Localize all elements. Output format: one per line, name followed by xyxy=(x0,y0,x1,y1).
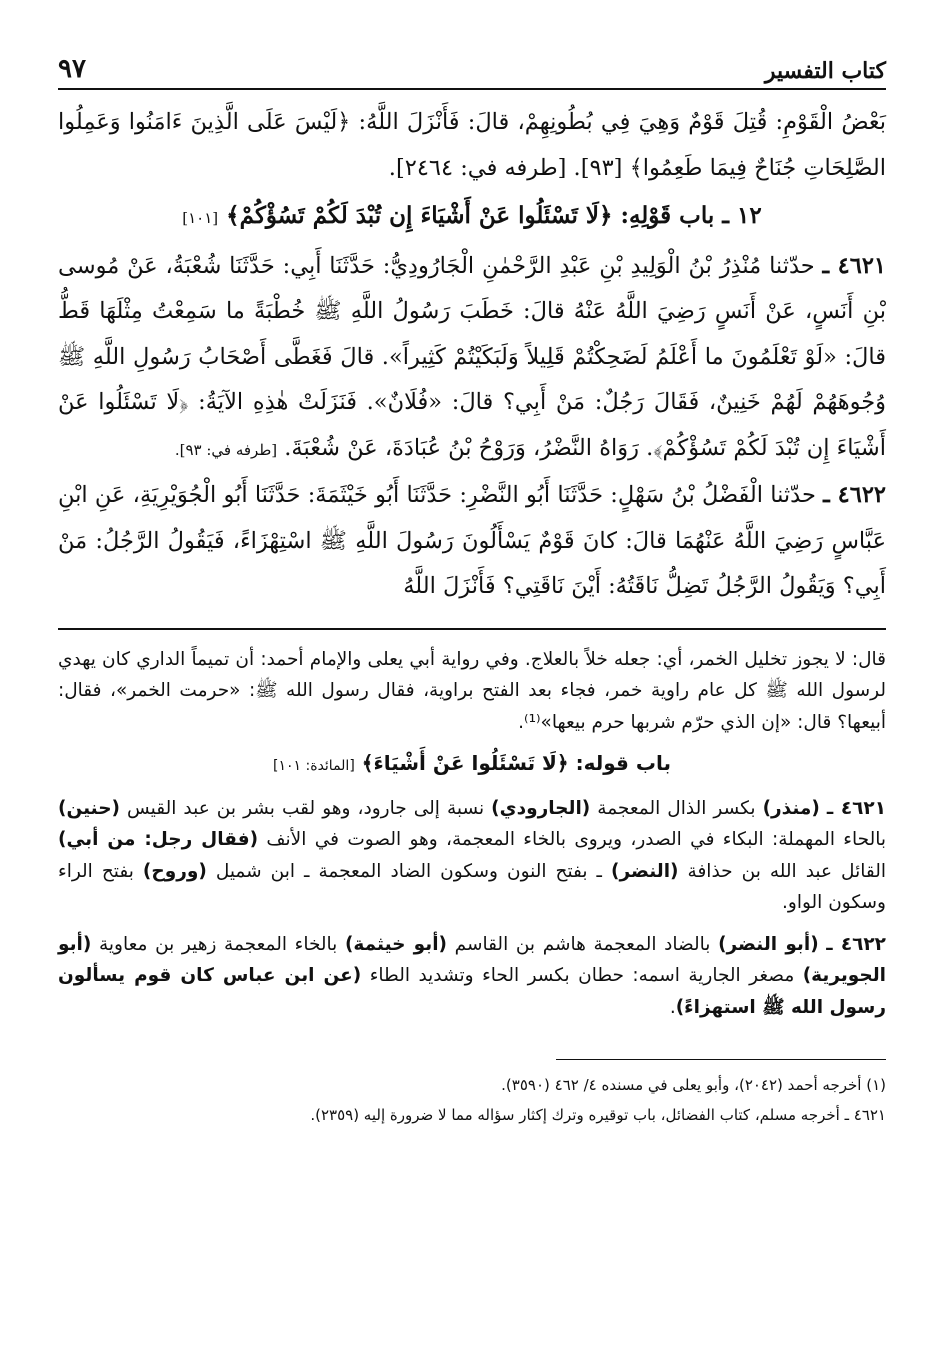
commentary-4621 xyxy=(58,793,886,919)
page-number: ٩٧ xyxy=(58,54,86,84)
text-divider xyxy=(58,628,886,630)
page xyxy=(58,40,886,1132)
term: (فقال رجل: من أبي) xyxy=(58,829,259,850)
commentary-heading-ref: [المائدة: ١٠١] xyxy=(273,758,355,774)
commentary-number: ٤٦٢٢ ـ xyxy=(826,933,886,955)
term: (عن ابن عباس كان قوم يسألون رسول الله ﷺ استهزاءً) xyxy=(58,965,886,1018)
gloss: بالحاء المهملة: البكاء في الصدر، ويروى بالخاء المعجمة، وهو الصوت في الأنف xyxy=(258,829,887,850)
term: (النضر) xyxy=(611,860,679,882)
footnote-2: ٤٦٢١ ـ أخرجه مسلم، كتاب الفضائل، باب توقيره وترك إكثار سؤاله مما لا ضرورة إليه (٢٣٥٩). xyxy=(310,1106,886,1124)
gloss: بالخاء المعجمة زهير بن معاوية xyxy=(91,933,345,955)
hadith-text: حدّثنا مُنْذِرُ بْنُ الْوَلِيدِ بْنِ عَبْدِ الرَّحْمٰنِ الْجَارُودِيُّ: حَدَّثَنَا أَبِي: حَدَّثَنَا شُعْبَةُ، عَنْ مُوسى بْنِ أَنَسٍ، عَنْ أَنَسٍ رَضِيَ اللَّهُ عَنْهُ قالَ: خَطَبَ رَسُولُ اللَّهِ ﷺ خُطْبَةً ما سَمِعْتُ مِثْلَهَا قَطُّ قالَ: «لَوْ تَعْلَمُونَ ما أَعْلَمُ لَضَحِكْتُمْ قَلِيلاً وَلَبَكَيْتُمْ كَثِيراً». قالَ فَغَطَّى أَصْحَابُ رَسُولِ اللَّهِ ﷺ وُجُوهَهُمْ لَهُمْ خَنِينٌ، فَقَالَ رَجُلٌ: مَنْ أَبِي؟ قالَ: «فُلَانٌ». فَنَزَلَتْ هٰذِهِ الآيَةُ: ﴿لَا تَسْئَلُوا عَنْ أَشْيَاءَ إِن تُبْدَ لَكُمْ تَسُؤْكُمْ﴾. رَوَاهُ النَّضْرُ، وَرَوْحُ بْنُ عُبَادَةَ، عَنْ شُعْبَةَ. xyxy=(58,252,886,461)
page-header xyxy=(58,40,886,90)
gloss: مصغر الجارية اسمه: حطان بكسر الحاء وتشديد الطاء xyxy=(361,965,803,986)
section-heading-text: ١٢ ـ باب قَوْلِهِ: ﴿لَا تَسْئَلُوا عَنْ أَشْيَاءَ إِن تُبْدَ لَكُمْ تَسُؤْكُمْ﴾ xyxy=(226,202,762,229)
gloss: بكسر الذال المعجمة xyxy=(590,797,763,819)
commentary-heading-text: باب قوله: ﴿لَا تَسْئَلُوا عَنْ أَشْيَاءَ﴾ xyxy=(361,751,671,775)
term: (وروح) xyxy=(142,860,207,882)
footnote-1: (١) أخرجه أحمد (٢٠٤٢)، وأبو يعلى في مسنده ٤/ ٤٦٢ (٣٥٩٠). xyxy=(501,1076,886,1094)
footnote-divider xyxy=(556,1059,886,1060)
main-paragraph-1: بَعْضُ الْقَوْمِ: قُتِلَ قَوْمٌ وَهِيَ فِي بُطُونِهِمْ، قالَ: فَأَنْزَلَ اللَّهُ: ﴿لَيْسَ عَلَى الَّذِينَ ءَامَنُوا وَعَمِلُوا الصَّلِحَاتِ جُنَاحٌ فِيمَا طَعِمُوا﴾ [٩٣]. [طرفه في: ٢٤٦٤]. xyxy=(58,109,886,181)
book-title: كتاب التفسير xyxy=(764,58,886,84)
gloss: القائل عبد الله بن حذافة xyxy=(678,860,886,882)
commentary xyxy=(58,644,886,1024)
hadith-number: ٤٦٢٢ ـ xyxy=(823,482,886,508)
gloss: . xyxy=(669,996,676,1018)
gloss: بفتح الراء وسكون الواو. xyxy=(58,860,886,913)
commentary-paragraph-1: قال: لا يجوز تخليل الخمر، أي: جعله خلاً بالعلاج. وفي رواية أبي يعلى والإمام أحمد: أن تميماً الداري كان يهدي لرسول الله ﷺ كل عام راوية خمر، فجاء بعد الفتح براوية، فقال رسول الله ﷺ: «حرمت الخمر»، فقال: أبيعها؟ قال: «إن الذي حرّم شربها حرم بيعها»⁽¹⁾. xyxy=(58,648,886,733)
hadith-ref: [طرفه في: ٩٣]. xyxy=(174,440,278,459)
commentary-number: ٤٦٢١ ـ xyxy=(826,797,886,819)
commentary-4622 xyxy=(58,929,886,1024)
commentary-heading xyxy=(58,748,886,783)
hadith-number: ٤٦٢١ ـ xyxy=(822,252,886,279)
gloss: ـ بفتح النون وسكون الضاد المعجمة ـ ابن شميل xyxy=(206,860,612,882)
hadith-text: حدّثنا الْفَضْلُ بْنُ سَهْلٍ: حَدَّثَنَا أَبُو النَّضْرِ: حَدَّثَنَا أَبُو خَيْثَمَةَ: حَدَّثَنَا أَبُو الْجُوَيْرِيَةِ، عَنِ ابْنِ عَبَّاسٍ رَضِيَ اللَّهُ عَنْهُمَا قالَ: كانَ قَوْمٌ يَسْأَلُونَ رَسُولَ اللَّهِ ﷺ اسْتِهْزَاءً، فَيَقُولُ الرَّجُلُ: مَنْ أَبِي؟ وَيَقُولُ الرَّجُلُ تَضِلُّ نَاقَتُهُ: أَيْنَ نَاقَتِي؟ فَأَنْزَلَ اللَّهُ xyxy=(58,482,886,599)
main-text xyxy=(58,100,886,610)
term: (حنين) xyxy=(58,797,120,819)
term: (الجارودي) xyxy=(491,797,591,819)
section-heading xyxy=(58,193,886,242)
term: (منذر) xyxy=(762,797,820,819)
gloss: نسبة إلى جارود، وهو لقب بشر بن عبد القيس xyxy=(120,797,492,819)
term: (أبو خيثمة) xyxy=(344,933,447,955)
hadith-4621 xyxy=(58,244,886,474)
footnotes xyxy=(58,1072,886,1128)
hadith-4622 xyxy=(58,473,886,610)
term: (أبو الجويرية) xyxy=(58,933,886,986)
term: (أبو النضر) xyxy=(718,933,819,955)
section-heading-ref: [١٠١] xyxy=(182,209,219,227)
gloss: بالضاد المعجمة هاشم بن القاسم xyxy=(447,933,719,955)
